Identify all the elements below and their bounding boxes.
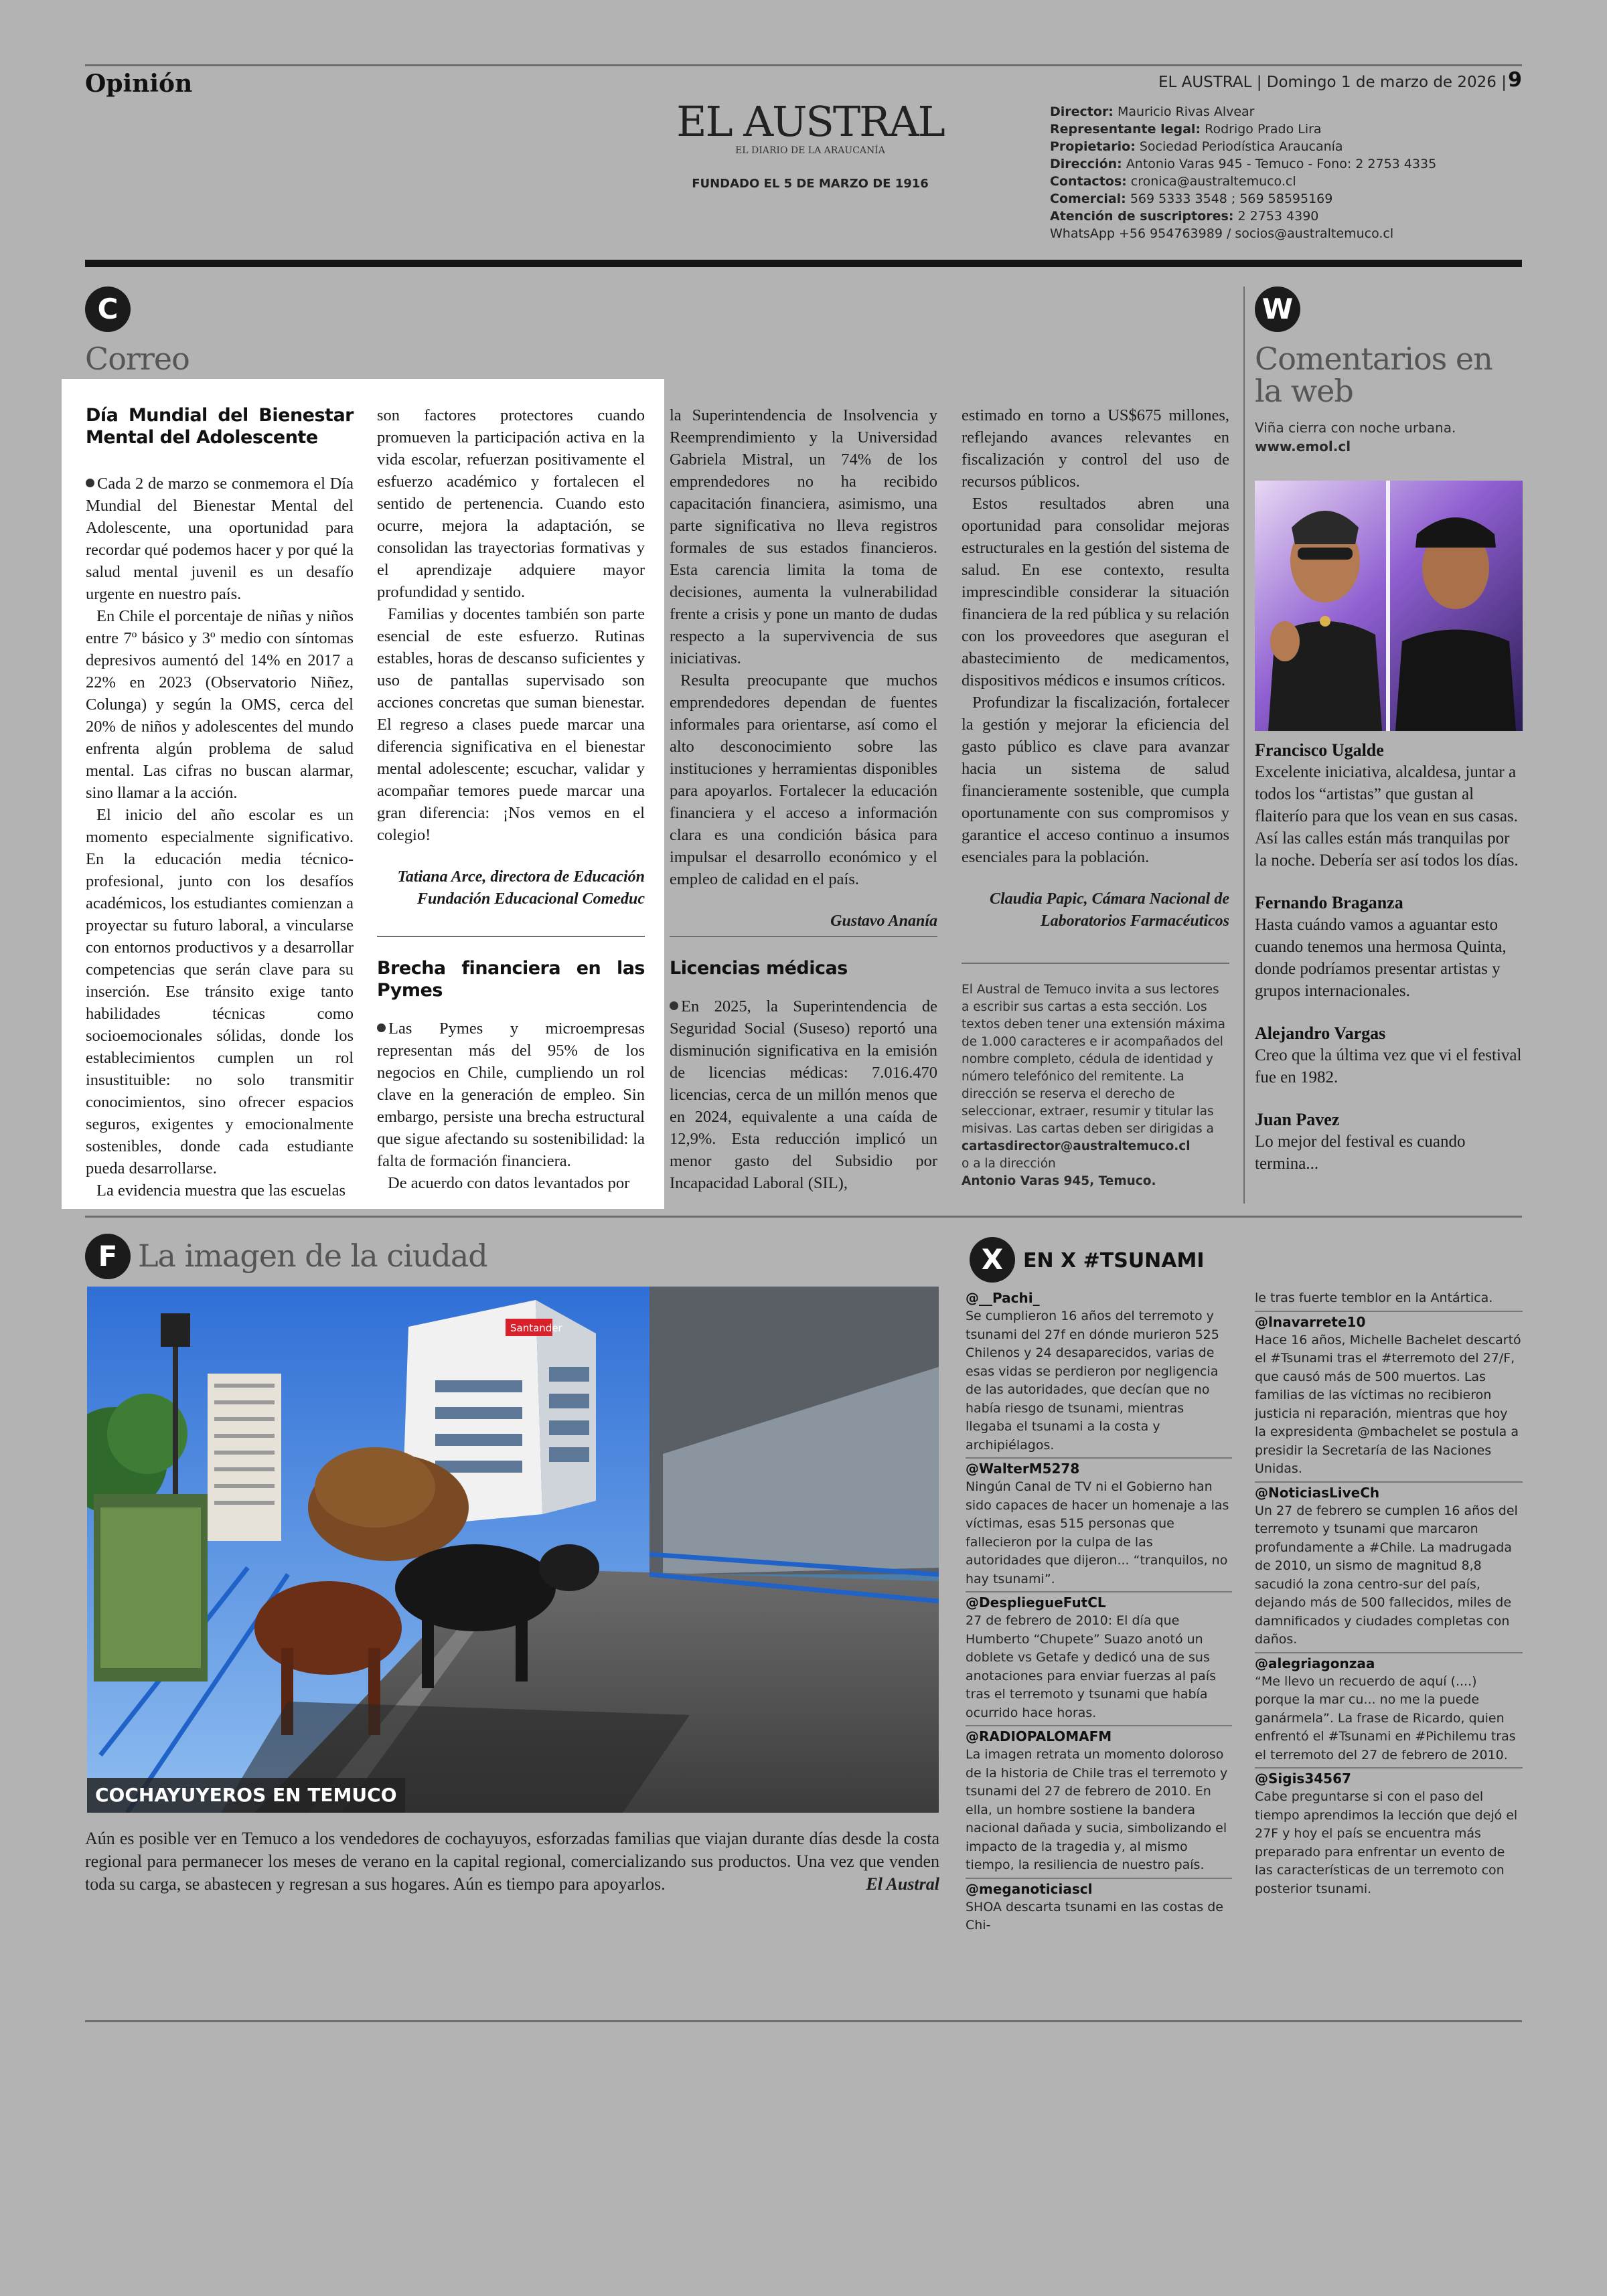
staff-line <box>1050 120 1519 138</box>
comment-text: Hasta cuándo vamos a aguantar esto cuando tenemos una hermosa Quinta, donde podríamos presentar artistas y grupos internacionales. <box>1255 916 1507 1000</box>
staff-value: 2 2753 4390 <box>1237 209 1319 224</box>
imagen-icon: F <box>85 1234 131 1279</box>
letter2-p1 <box>377 1017 645 1172</box>
staff-line <box>1050 173 1519 190</box>
tweet <box>966 1288 1232 1459</box>
comment-text: Creo que la última vez que vi el festival fue en 1982. <box>1255 1046 1522 1086</box>
letter1-p4: La evidencia muestra que las escuelas <box>96 1181 346 1200</box>
letter2-c3-p2: Resulta preocupante que muchos emprendedores dependan de fuentes informales para orientarse, así como el alto desconocimiento sobre las instituciones y herramientas disponibles para apoyarlos. Fortalecer la educación financiera y el acceso a información clara es una condición básica para impulsar el desarrollo económico y el empleo de calidad en el país. <box>670 671 937 888</box>
letter1-p3: El inicio del año escolar es un momento especialmente significativo. En la educación media técnico-profesional, junto con los desafíos académicos, los estudiantes comienzan a proyectar su futuro laboral, a vincularse con entornos productivos y a desarrollar competencias que serán clave para su inserción. Ese tránsito exige tanto habilidades técnicas como socioemocionales sólidas, donde los establecimientos cumplen un rol insustituible: no solo transmitir conocimientos, sino ofrecer espacios seguros, exigentes y emocionalmente sostenibles, donde cada estudiante pueda desarrollarse. <box>86 806 354 1177</box>
tweet-handle[interactable]: @Sigis34567 <box>1255 1771 1351 1787</box>
letter2-c3-p1: la Superintendencia de Insolvencia y Reemprendimiento y la Universidad Gabriela Mistral, un 74% de los emprendedores no ha recibido capacitación financiera, asimismo, una parte significativa no lleva registros formales de sus estados financieros. Esta carencia limita la toma de decisiones, aumenta la vulnerabilidad frente a crisis y pone un manto de dudas respecto a la supervivencia de sus iniciativas. <box>670 406 937 667</box>
letter1-col2 <box>377 404 645 910</box>
staff-line <box>1050 103 1519 120</box>
staff-label: Dirección: <box>1050 157 1122 171</box>
tweet-handle[interactable]: @lnavarrete10 <box>1255 1313 1366 1330</box>
tweet-text: Ningún Canal de TV ni el Gobierno han sido capaces de hacer un homenaje a las víctimas, esas 515 personas que fallecieron por la culpa de las autoridades que dijeron... “tranquilos, no hay tsunami”. <box>966 1479 1229 1586</box>
letter2-signature: Gustavo Ananía <box>830 912 937 930</box>
letter3-signature: Claudia Papic, Cámara Nacional de Laboratorios Farmacéuticos <box>989 890 1229 930</box>
paper-date-text: EL AUSTRAL | Domingo 1 de marzo de 2026 | <box>1158 74 1507 91</box>
comment-text: Excelente iniciativa, alcaldesa, juntar a todos los “artistas” que gustan al flaiterío para que los vean en sus casas. Así las calles están más tranquilas por la noche. Debería ser así todos los días. <box>1255 763 1519 870</box>
staff-value: 569 5333 3548 ; 569 58595169 <box>1130 191 1333 206</box>
letter1-headline: Día Mundial del Bienestar Mental del Adolescente <box>86 405 354 448</box>
letter3-c4-p1: estimado en torno a US$675 millones, reflejando avances relevantes en fiscalización y control del uso de recursos públicos. <box>962 406 1229 491</box>
letter1-p2: En Chile el porcentaje de niñas y niños entre 7º básico y 3º medio con síntomas depresivos aumentó del 14% en 2017 a 22% en 2023 (Observatorio Niñez, Colunga) y según la OMS, cerca del 20% de niños y adolescentes del mundo enfrenta algún problema de salud mental. Las cifras no buscan alarmar, sino llamar a la acción. <box>86 607 354 802</box>
x-col2 <box>1255 1288 1523 1898</box>
comment-author: Fernando Braganza <box>1255 893 1403 912</box>
imagen-title: La imagen de la ciudad <box>138 1238 487 1274</box>
letter3-p1-text: En 2025, la Superintendencia de Seguridad Social (Suseso) reportó una disminución significativa en la emisión de licencias médicas: 7.016.470 licencias, cerca de un millón menos que en 2024, equivalente a una caída de 12,9%. Esta reducción implicó un menor gasto del Subsidio por Incapacidad Laboral (SIL), <box>670 997 937 1192</box>
founded-line: FUNDADO EL 5 DE MARZO DE 1916 <box>692 177 929 191</box>
letter2-p2: De acuerdo con datos levantados por <box>388 1174 630 1192</box>
tweet-handle[interactable]: @RADIOPALOMAFM <box>966 1728 1112 1744</box>
tweet <box>966 1726 1232 1879</box>
page-number: 9 <box>1508 68 1522 92</box>
notice-text: El Austral de Temuco invita a sus lectores a escribir sus cartas a esta sección. Los textos deben tener una extensión máxima de 1.000 caracteres e ir acompañados del nombre completo, cédula de identidad y número telefónico del remitente. La dirección se reserva el derecho de seleccionar, extraer, resumir y titular las misivas. Las cartas deben ser dirigidas a <box>962 983 1225 1136</box>
letters-notice <box>962 981 1229 1190</box>
letter2-col3 <box>670 404 937 932</box>
comment <box>1255 1022 1523 1088</box>
photo-caption <box>85 1827 939 1896</box>
web-title: Comentarios en la web <box>1255 341 1493 409</box>
comment-author: Alejandro Vargas <box>1255 1023 1386 1043</box>
tweet <box>966 1459 1232 1592</box>
bank-sign: Santander <box>510 1322 562 1334</box>
bullet-icon <box>670 1001 678 1010</box>
caption-text: Aún es posible ver en Temuco a los vendedores de cochayuyos, esforzadas familias que viajan durante días desde la costa regional para permanecer los meses de verano en la capital regional, comercializando sus productos. Una vez que venden toda su carga, se abastecen y regresan a sus hogares. Aún es tiempo para apoyarlos. <box>85 1829 939 1894</box>
letter1-col1 <box>86 404 354 1202</box>
city-photo <box>87 1287 939 1813</box>
staff-line <box>1050 190 1519 208</box>
letter1-signature: Tatiana Arce, directora de Educación Fundación Educacional Comeduc <box>397 868 645 908</box>
middle-rule <box>85 1216 1522 1218</box>
comment-author: Juan Pavez <box>1255 1110 1340 1129</box>
staff-line <box>1050 208 1519 225</box>
staff-value: Mauricio Rivas Alvear <box>1117 104 1255 119</box>
tweet-continuation <box>1255 1288 1523 1312</box>
letter2-p1-text: Las Pymes y microempresas representan más del 95% de los negocios en Chile, cumpliendo un rol clave en la generación de empleo. Sin embargo, persiste una brecha estructural que sigue afectando su sostenibilidad: la falta de formación financiera. <box>377 1019 645 1170</box>
header-thick-rule <box>85 260 1522 267</box>
letter3-p1 <box>670 995 937 1194</box>
web-photo <box>1255 481 1523 731</box>
staff-label: Atención de suscriptores: <box>1050 209 1234 224</box>
staff-line <box>1050 225 1519 242</box>
tweet-text: SHOA descarta tsunami en las costas de Chi- <box>966 1899 1223 1933</box>
comment-author: Francisco Ugalde <box>1255 740 1384 760</box>
tweet-handle[interactable]: @WalterM5278 <box>966 1461 1080 1477</box>
letter2-col2 <box>377 957 645 1194</box>
tweet-handle[interactable]: @alegriagonzaa <box>1255 1655 1375 1671</box>
tweet <box>1255 1483 1523 1653</box>
letter1-c2-p2: Familias y docentes también son parte esencial de este esfuerzo. Rutinas estables, horas de descanso suficientes y uso de pantallas supervisado son acciones concretas que suman bienestar. El regreso a clases puede marcar una diferencia significativa en el bienestar mental adolescente; escuchar, validar y acompañar temores puede marcar una gran diferencia: ¡Nos vemos en el colegio! <box>377 605 645 844</box>
city-photo-illustration <box>87 1287 939 1813</box>
bullet-icon <box>377 1023 386 1032</box>
col2-divider <box>377 936 645 937</box>
letter1-p1-text: Cada 2 de marzo se conmemora el Día Mundial del Bienestar Mental del Adolescente, una oportunidad para recordar qué podemos hacer y por qué la salud mental juvenil es un desafío urgente en nuestro país. <box>86 475 354 603</box>
tweet-text: 27 de febrero de 2010: El día que Humberto “Chupete” Suazo anotó un doblete vs Getafe y dedicó una de sus anotaciones para enviar fuerzas al país tras el terremoto y tsunami que había ocurrido hace horas. <box>966 1613 1216 1720</box>
section-label: Opinión <box>85 70 193 98</box>
staff-value: Antonio Varas 945 - Temuco - Fono: 2 2753 4335 <box>1126 157 1437 171</box>
tweet-text: le tras fuerte temblor en la Antártica. <box>1255 1291 1493 1305</box>
letter3-col4 <box>962 404 1229 932</box>
correo-title: Correo <box>85 341 189 377</box>
staff-label: Contactos: <box>1050 174 1127 189</box>
web-comments <box>1255 739 1523 1175</box>
bottom-rule <box>85 2020 1522 2022</box>
tweet-text: Hace 16 años, Michelle Bachelet descartó el #Tsunami tras el #terremoto del 27/F, que causó más de 500 muertos. Las familias de las víctimas no recibieron justicia ni reparación, mientras que hoy la expresidenta @mbachelet se postula a presidir la Secretaría de las Naciones Unidas. <box>1255 1332 1521 1476</box>
masthead-subtitle: EL DIARIO DE LA ARAUCANÍA <box>735 145 885 156</box>
photo-label: COCHAYUYEROS EN TEMUCO <box>87 1778 405 1813</box>
notice-address: Antonio Varas 945, Temuco. <box>962 1174 1156 1188</box>
tweet <box>1255 1653 1523 1769</box>
letter3-headline: Licencias médicas <box>670 958 848 979</box>
web-vertical-divider <box>1243 286 1245 1204</box>
tweet-handle[interactable]: @DespliegueFutCL <box>966 1594 1106 1611</box>
col4-divider <box>962 963 1229 964</box>
comment <box>1255 892 1523 1002</box>
x-icon: X <box>970 1237 1015 1283</box>
masthead: EL AUSTRAL <box>676 97 944 146</box>
caption-credit: El Austral <box>866 1874 939 1894</box>
tweet <box>1255 1769 1523 1898</box>
staff-label: Propietario: <box>1050 139 1136 154</box>
tweet-text: “Me llevo un recuerdo de aquí (....) porque la mar cu... no me la puede ganármela”. La frase de Ricardo, quien enfrentó el #Tsunami en #Pichilemu tras el terremoto del 27 de febrero de 2010. <box>1255 1673 1516 1762</box>
staff-value: Rodrigo Prado Lira <box>1205 122 1322 137</box>
tweet <box>966 1879 1232 1935</box>
staff-line <box>1050 155 1519 173</box>
bullet-icon <box>86 479 94 487</box>
tweet-handle[interactable]: @__Pachi_ <box>966 1290 1040 1306</box>
staff-label: Director: <box>1050 104 1114 119</box>
staff-box <box>1050 103 1519 242</box>
staff-label: Representante legal: <box>1050 122 1201 137</box>
tweet-text: La imagen retrata un momento doloroso de la historia de Chile tras el terremoto y tsunami del 27 de febrero de 2010. En ella, un hombre sostiene la bandera nacional dañada y sucia, simbolizando el impacto de la tragedia y, al mismo tiempo, la resiliencia de nuestro país. <box>966 1747 1228 1872</box>
tweet-text: Se cumplieron 16 años del terremoto y tsunami del 27f en dónde murieron 525 Chilenos y 24 desaparecidos, varias de esas vidas se perdieron por negligencia de las autoridades, que decían que no había riesgo de tsunami, mientras llegaba el tsunami a la costa y archipiélagos. <box>966 1309 1219 1453</box>
x-col1 <box>966 1288 1232 1935</box>
tweet-handle[interactable]: @meganoticiascl <box>966 1880 1093 1897</box>
col3-divider <box>670 936 937 937</box>
notice-or: o a la dirección <box>962 1157 1056 1171</box>
staff-value: Sociedad Periodística Araucanía <box>1139 139 1343 154</box>
web-icon: W <box>1255 286 1300 332</box>
staff-value: WhatsApp +56 954763989 / socios@australtemuco.cl <box>1050 226 1394 241</box>
comment <box>1255 739 1523 872</box>
letter2-headline: Brecha financiera en las Pymes <box>377 958 645 1001</box>
x-title: EN X #TSUNAMI <box>1023 1249 1205 1273</box>
staff-label: Comercial: <box>1050 191 1126 206</box>
top-rule <box>85 64 1522 66</box>
tweet <box>1255 1312 1523 1483</box>
letter3-col3 <box>670 957 937 1194</box>
letter3-c4-p2: Estos resultados abren una oportunidad para consolidar mejoras estructurales en la gestión del sistema de salud. En ese contexto, resulta imprescindible considerar la situación financiera de la red pública y su relación con los proveedores que aseguran el abastecimiento de medicamentos, dispositivos médicos e insumos críticos. <box>962 495 1229 689</box>
notice-email[interactable]: cartasdirector@australtemuco.cl <box>962 1139 1191 1153</box>
letter3-c4-p3: Profundizar la fiscalización, fortalecer la gestión y mejorar la eficiencia del gasto público es clave para avanzar hacia un sistema de salud financieramente sostenible, que cumpla oportunamente con sus compromisos y garantice el acceso continuo a insumos esenciales para la población. <box>962 693 1229 866</box>
letter1-p1 <box>86 473 354 605</box>
correo-icon: C <box>85 286 131 332</box>
staff-line <box>1050 138 1519 155</box>
comment <box>1255 1109 1523 1175</box>
letter1-c2-p1: son factores protectores cuando promueven la participación activa en la vida escolar, refuerzan positivamente el esfuerzo académico y fortalecen el sentido de pertenencia. Cuando esto ocurre, mejora la adaptación, se consolidan las trayectorias formativas y el aprendizaje adquiere mayor profundidad y sentido. <box>377 406 645 601</box>
web-source[interactable]: www.emol.cl <box>1255 438 1351 455</box>
tweet-text: Un 27 de febrero se cumplen 16 años del terremoto y tsunami que marcaron profundamente a #Chile. La madrugada de 2010, un sismo de magnitud 8,8 sacudió la zona centro-sur del país, dejando más de 500 fallecidos, miles de damnificados y ciudades completas con daños. <box>1255 1503 1518 1647</box>
tweet <box>966 1592 1232 1726</box>
tweet-text: Cabe preguntarse si con el paso del tiempo aprendimos la lección que dejó el 27F y hoy el país se encuentra más preparado para enfrentar un evento de las características de un terremoto con posterior tsunami. <box>1255 1789 1518 1896</box>
comment-text: Lo mejor del festival es cuando termina... <box>1255 1133 1466 1173</box>
staff-value: cronica@australtemuco.cl <box>1130 174 1296 189</box>
artists-photo-illustration <box>1255 481 1523 731</box>
paper-date <box>1158 71 1507 94</box>
web-subtitle: Viña cierra con noche urbana. <box>1255 420 1456 436</box>
tweet-handle[interactable]: @NoticiasLiveCh <box>1255 1484 1380 1501</box>
